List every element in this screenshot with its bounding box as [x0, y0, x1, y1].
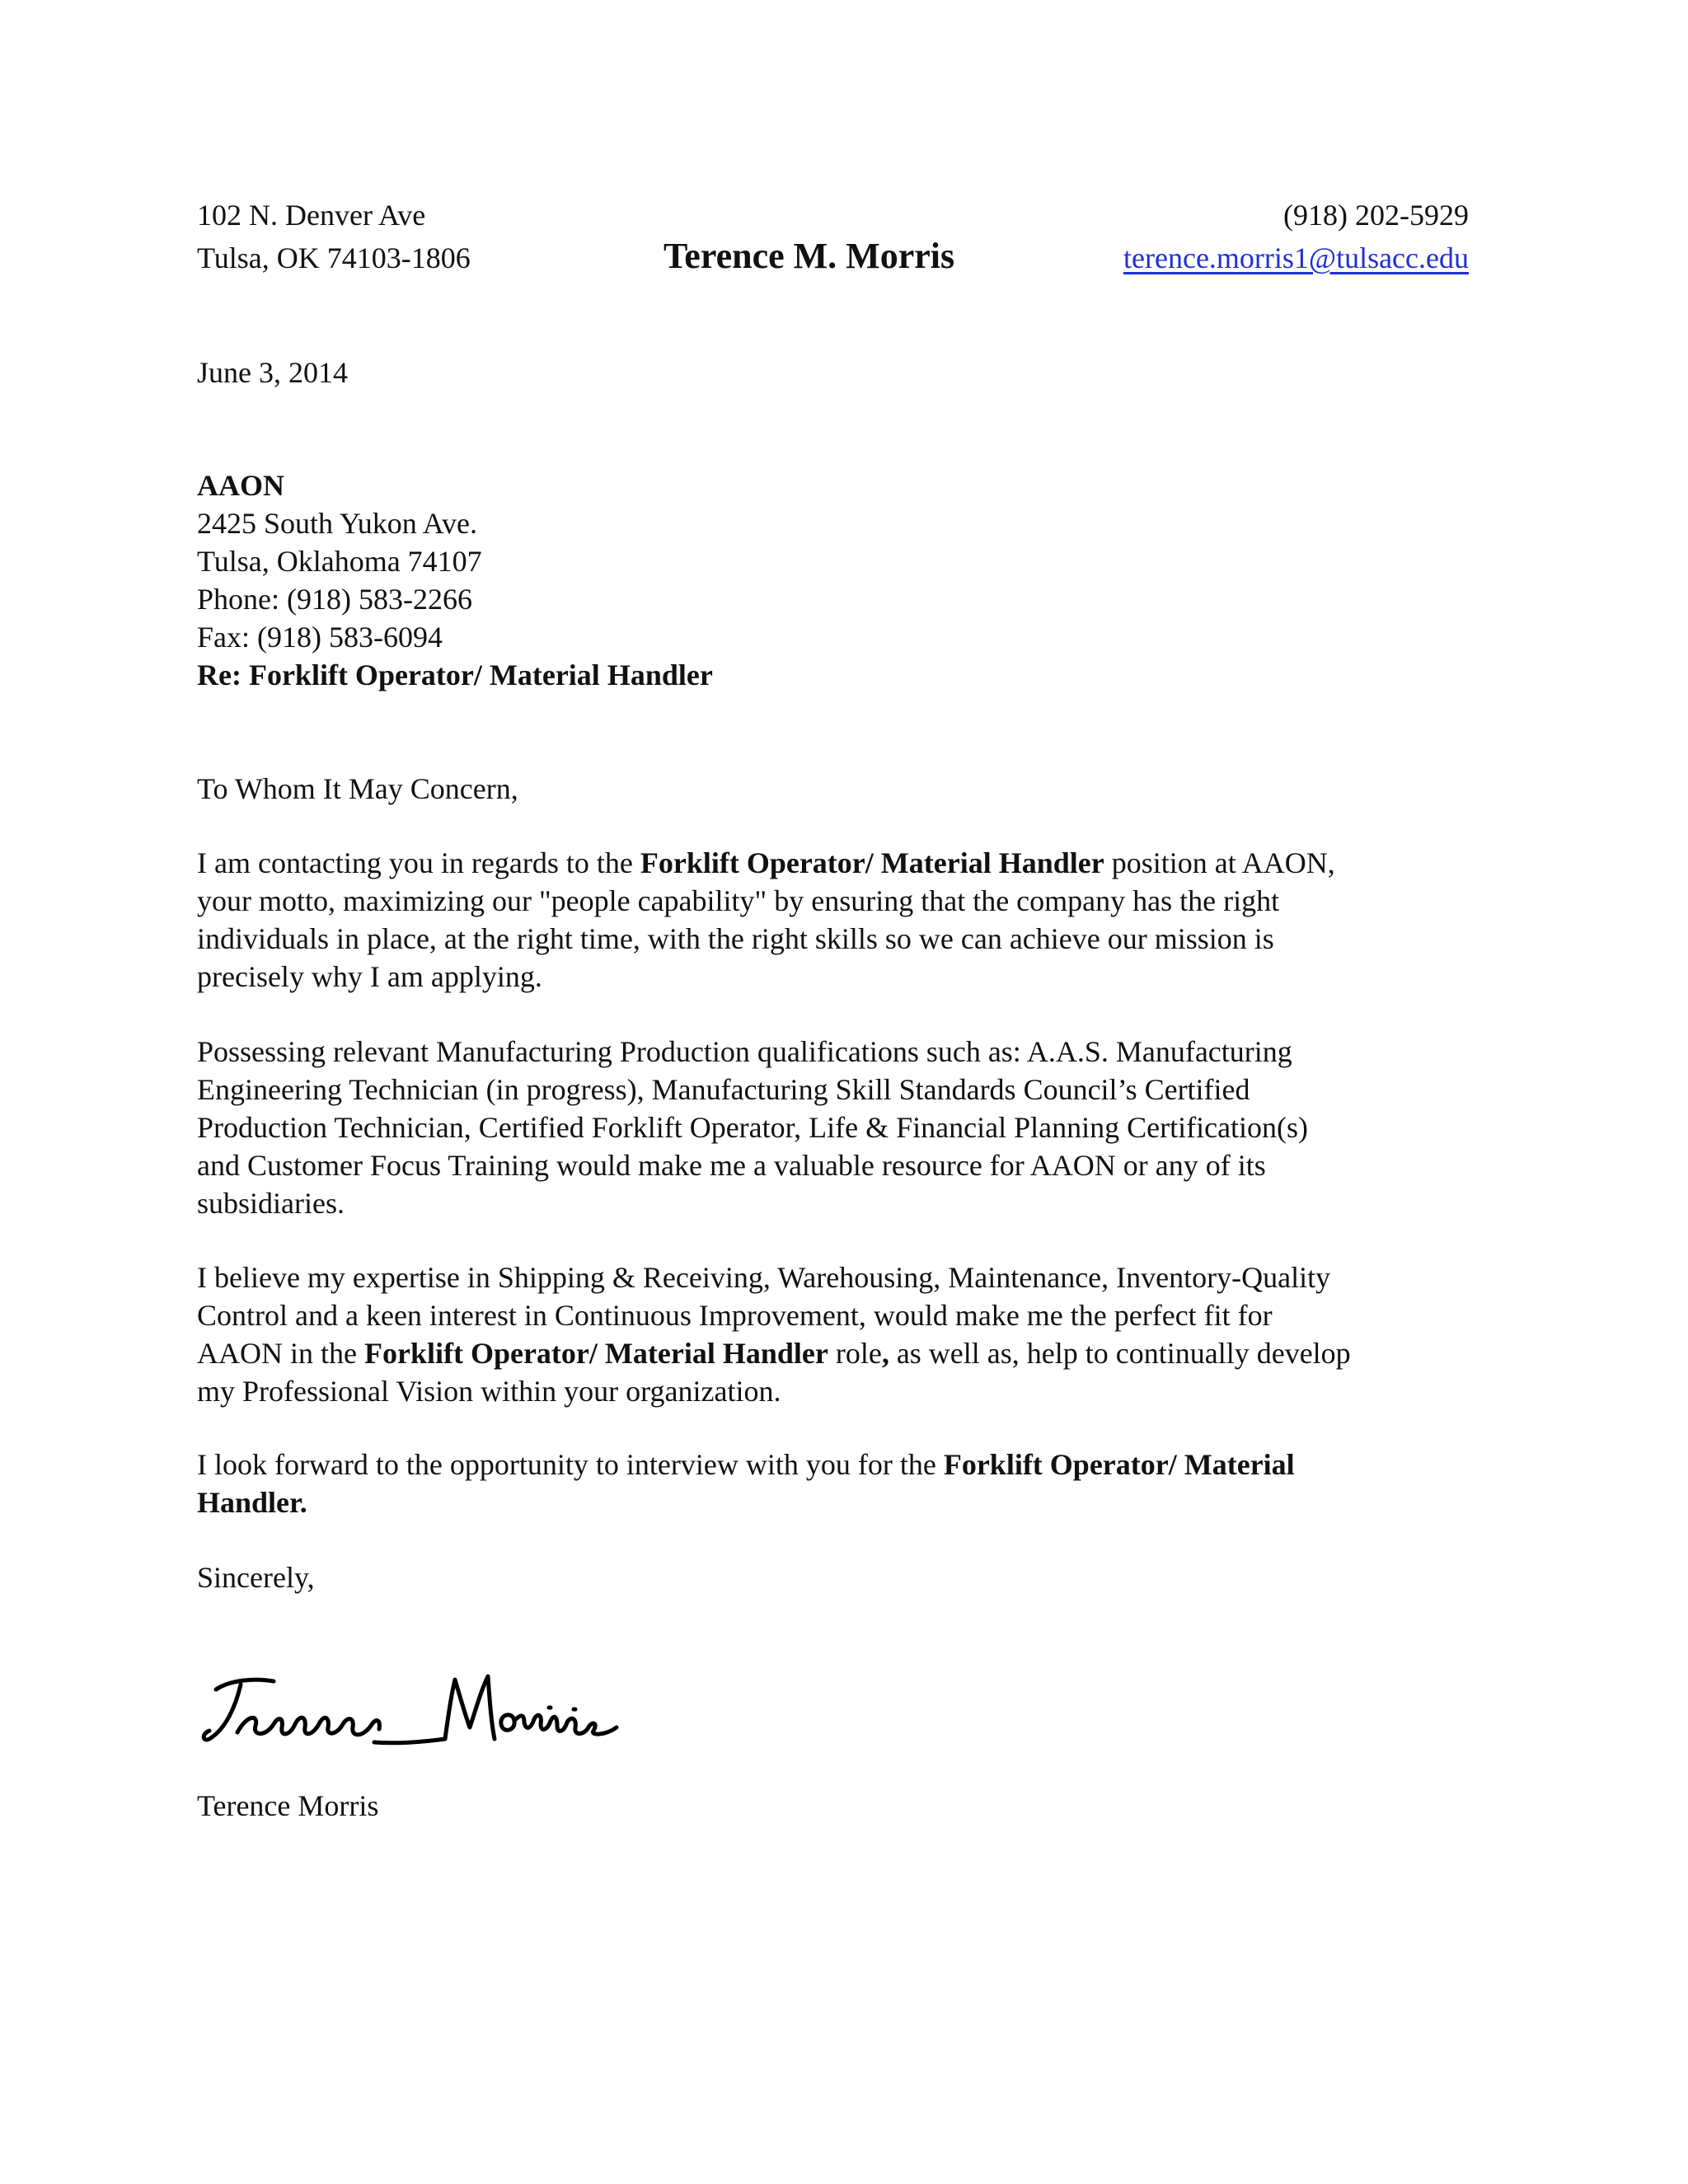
paragraph-line: Engineering Technician (in progress), Manufacturing Skill Standards Council’s Certified	[197, 1073, 1250, 1106]
paragraph-line: your motto, maximizing our "people capability" by ensuring that the company has the right	[197, 884, 1280, 917]
position-title: Forklift Operator/ Material	[943, 1448, 1295, 1481]
sender-email-link[interactable]: terence.morris1@tulsacc.edu	[1123, 241, 1469, 274]
recipient-company: AAON	[197, 469, 284, 502]
paragraph-line: and Customer Focus Training would make me a valuable resource for AAON or any of its	[197, 1149, 1266, 1182]
paragraph-line: individuals in place, at the right time, with the right skills so we can achieve our mission is	[197, 922, 1274, 955]
paragraph-line	[197, 1334, 1483, 1372]
paragraph-line: Handler.	[197, 1486, 307, 1519]
recipient-city: Tulsa, Oklahoma 74107	[197, 545, 482, 578]
recipient-block	[197, 466, 713, 694]
greeting: To Whom It May Concern,	[197, 772, 518, 805]
text-run: AAON in the	[197, 1337, 364, 1370]
paragraph-line: Possessing relevant Manufacturing Production qualifications such as: A.A.S. Manufacturing	[197, 1035, 1292, 1068]
paragraph-line: my Professional Vision within your organization.	[197, 1375, 781, 1408]
signer-name: Terence Morris	[197, 1789, 379, 1822]
paragraph-line	[197, 844, 1483, 882]
position-title: Forklift Operator/ Material Handler	[363, 1337, 828, 1370]
paragraph-1	[197, 844, 1483, 996]
paragraph-line: I believe my expertise in Shipping & Receiving, Warehousing, Maintenance, Inventory-Quality	[197, 1261, 1331, 1294]
sender-phone: (918) 202-5929	[1283, 199, 1469, 232]
sender-address-line2: Tulsa, OK 74103-1806	[197, 241, 471, 274]
position-title: Forklift Operator/ Material Handler	[640, 846, 1104, 879]
sender-address-line1: 102 N. Denver Ave	[197, 199, 426, 232]
paragraph-line: Production Technician, Certified Forklift Operator, Life & Financial Planning Certification(s)	[197, 1111, 1309, 1144]
subject-line: Re: Forklift Operator/ Material Handler	[197, 658, 713, 691]
text-run: I look forward to the opportunity to interview with you for the	[197, 1448, 944, 1481]
paragraph-line	[197, 1446, 1483, 1483]
text-run: as well as, help to continually develop	[889, 1337, 1351, 1370]
closing: Sincerely,	[197, 1561, 315, 1594]
recipient-street: 2425 South Yukon Ave.	[197, 507, 478, 540]
sender-name: Terence M. Morris	[663, 236, 955, 276]
letter-date: June 3, 2014	[197, 356, 348, 389]
paragraph-4	[197, 1446, 1483, 1521]
text-run: role	[828, 1337, 882, 1370]
paragraph-line: Control and a keen interest in Continuous Improvement, would make me the perfect fit for	[197, 1299, 1273, 1332]
text-run: ,	[881, 1337, 889, 1370]
handwritten-signature	[198, 1657, 635, 1768]
recipient-fax: Fax: (918) 583-6094	[197, 621, 443, 654]
recipient-phone: Phone: (918) 583-2266	[197, 583, 472, 616]
paragraph-3	[197, 1258, 1483, 1410]
paragraph-line: precisely why I am applying.	[197, 960, 542, 993]
paragraph-2	[197, 1033, 1483, 1222]
text-run: I am contacting you in regards to the	[197, 846, 640, 879]
text-run: position at AAON,	[1104, 846, 1335, 879]
paragraph-line: subsidiaries.	[197, 1187, 345, 1220]
